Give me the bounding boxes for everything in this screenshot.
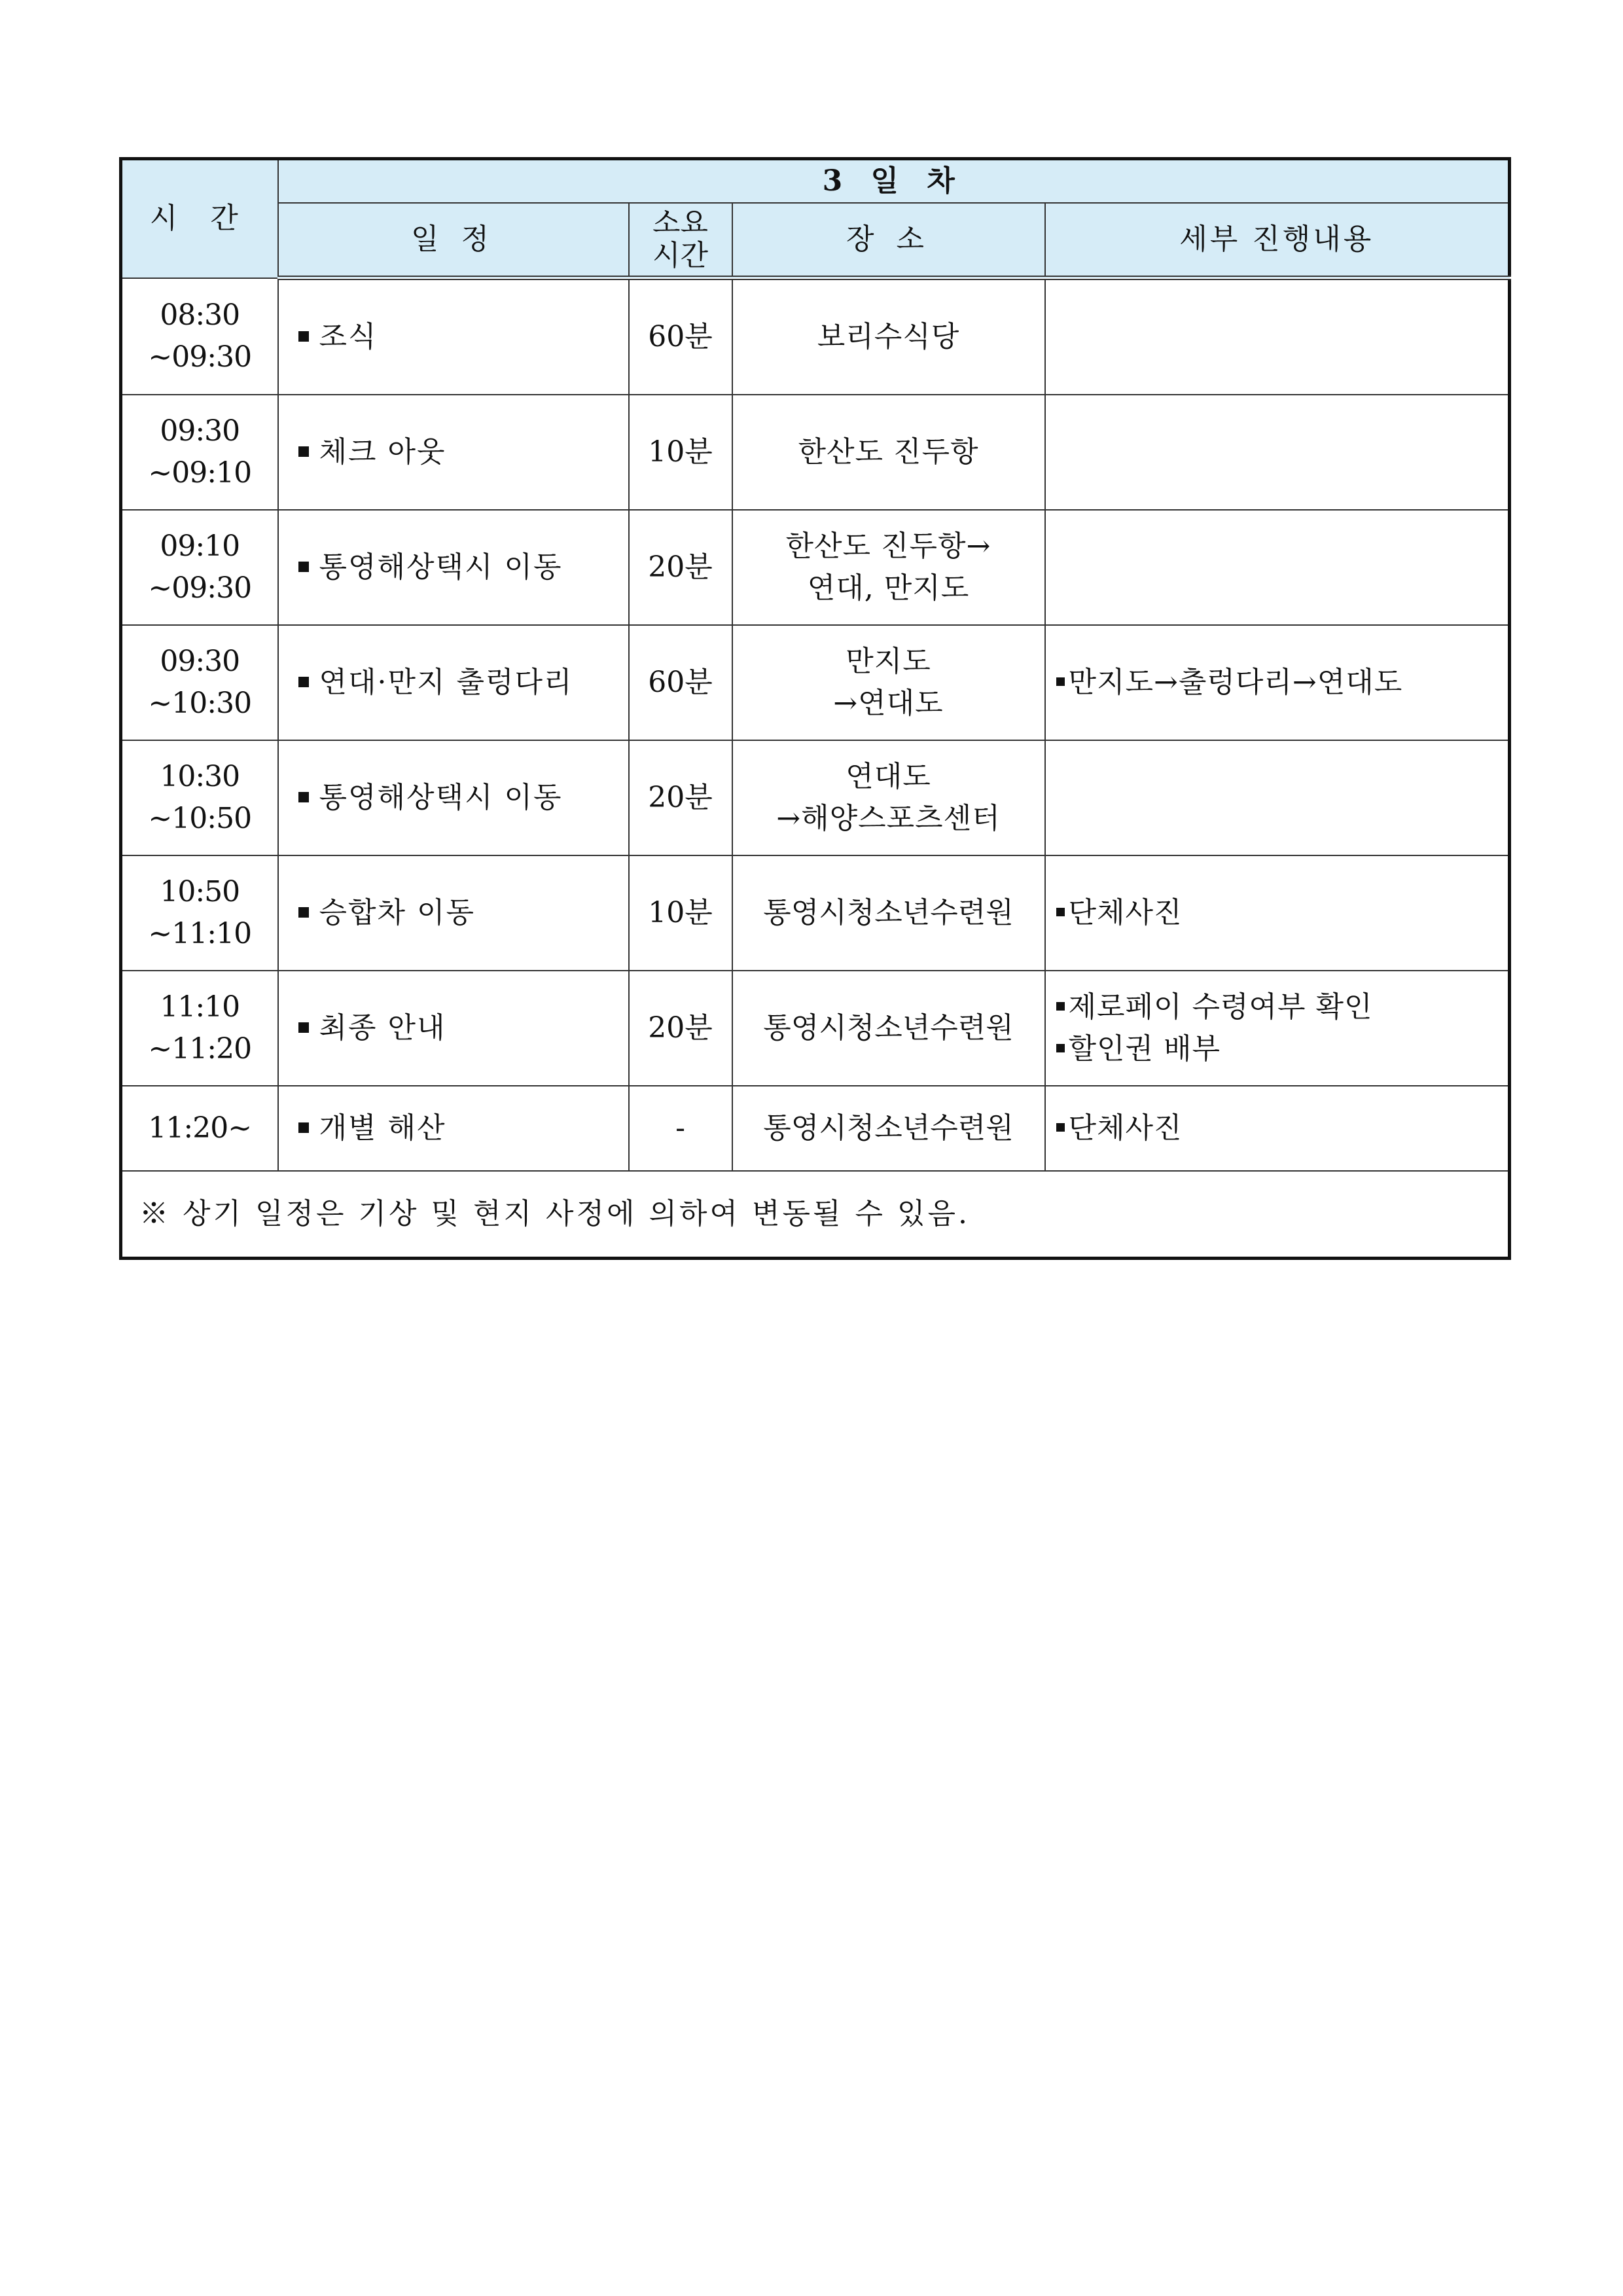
place-cell (732, 510, 1045, 625)
place-cell (732, 625, 1045, 740)
place-text: 만지도 (846, 645, 931, 678)
time-start: 09:30 (160, 645, 240, 678)
schedule-text: 연대·만지 출렁다리 (319, 666, 573, 699)
schedule-column-header: 일 정 (278, 203, 629, 278)
detail-cell (1045, 278, 1510, 395)
schedule-cell (278, 510, 629, 625)
duration-cell: 60분 (629, 625, 732, 740)
place-text: 통영시청소년수련원 (763, 1111, 1014, 1145)
detail-cell (1045, 625, 1510, 740)
detail-line (1056, 986, 1508, 1028)
schedule-text: 승합차 이동 (319, 896, 476, 929)
schedule-cell (278, 395, 629, 510)
time-cell (121, 625, 278, 740)
square-bullet-icon (1056, 677, 1065, 686)
time-end: ~11:20 (148, 1032, 252, 1066)
time-end: ~09:30 (148, 340, 252, 374)
place-text: 한산도 진두항→ (785, 529, 991, 563)
table-row (121, 395, 1510, 510)
square-bullet-icon (298, 792, 309, 802)
table-row (121, 278, 1510, 395)
schedule-table (119, 157, 1511, 1260)
square-bullet-icon (1056, 908, 1065, 916)
place-text: 통영시청소년수련원 (763, 896, 1014, 929)
schedule-note: ※ 상기 일정은 기상 및 현지 사정에 의하여 변동될 수 있음. (121, 1171, 1510, 1259)
schedule-text: 통영해상택시 이동 (319, 781, 563, 814)
schedule-text: 조식 (319, 320, 378, 353)
time-cell (121, 1086, 278, 1171)
schedule-text: 최종 안내 (319, 1011, 446, 1045)
square-bullet-icon (1056, 1002, 1065, 1011)
square-bullet-icon (298, 907, 309, 918)
schedule-text: 체크 아웃 (319, 435, 446, 469)
time-start: 09:30 (160, 414, 240, 448)
time-start: 11:10 (160, 990, 240, 1024)
schedule-text: 통영해상택시 이동 (319, 550, 563, 584)
detail-cell (1045, 510, 1510, 625)
table-row (121, 1086, 1510, 1171)
duration-header-line1: 소요 (652, 206, 708, 240)
place-text: 한산도 진두항 (798, 435, 979, 469)
place-text-line2: 연대, 만지도 (807, 571, 970, 605)
detail-cell (1045, 740, 1510, 855)
time-column-header: 시 간 (121, 159, 278, 278)
schedule-cell (278, 278, 629, 395)
duration-cell: 10분 (629, 855, 732, 971)
detail-line (1056, 1107, 1508, 1149)
time-end: ~09:30 (148, 571, 252, 605)
table-row (121, 740, 1510, 855)
duration-header-line2: 시간 (652, 239, 708, 272)
detail-line (1056, 662, 1508, 704)
schedule-cell (278, 855, 629, 971)
detail-text: 만지도→출렁다리→연대도 (1068, 666, 1403, 699)
day-title: 3 일 차 (278, 159, 1510, 204)
time-start: 10:30 (160, 760, 240, 793)
detail-cell (1045, 395, 1510, 510)
table-row (121, 971, 1510, 1086)
duration-cell: 20분 (629, 971, 732, 1086)
time-start: 09:10 (160, 529, 240, 563)
square-bullet-icon (298, 446, 309, 457)
place-text: 보리수식당 (817, 320, 960, 353)
duration-cell: 20분 (629, 740, 732, 855)
time-cell (121, 510, 278, 625)
details-column-header: 세부 진행내용 (1045, 203, 1510, 278)
detail-text: 단체사진 (1068, 1111, 1183, 1145)
place-text-line2: →연대도 (833, 687, 944, 720)
time-end: ~10:50 (148, 802, 252, 835)
duration-cell: - (629, 1086, 732, 1171)
place-text: 연대도 (846, 760, 931, 793)
place-cell (732, 740, 1045, 855)
time-start: 10:50 (160, 875, 240, 908)
time-start: 08:30 (160, 298, 240, 332)
time-end: ~09:10 (148, 456, 252, 490)
detail-text: 단체사진 (1068, 896, 1183, 929)
square-bullet-icon (298, 1122, 309, 1133)
detail-cell (1045, 971, 1510, 1086)
detail-line (1056, 1028, 1508, 1070)
schedule-cell (278, 625, 629, 740)
schedule-cell (278, 1086, 629, 1171)
table-row (121, 625, 1510, 740)
schedule-cell (278, 740, 629, 855)
time-start: 11:20~ (148, 1111, 252, 1145)
place-cell (732, 855, 1045, 971)
square-bullet-icon (1056, 1123, 1065, 1132)
duration-cell: 20분 (629, 510, 732, 625)
square-bullet-icon (298, 331, 309, 342)
place-column-header: 장 소 (732, 203, 1045, 278)
time-cell (121, 278, 278, 395)
detail-cell (1045, 855, 1510, 971)
place-cell (732, 971, 1045, 1086)
time-end: ~10:30 (148, 687, 252, 720)
duration-column-header (629, 203, 732, 278)
time-cell (121, 971, 278, 1086)
place-cell (732, 395, 1045, 510)
schedule-table-container (119, 157, 1508, 1260)
detail-line (1056, 892, 1508, 934)
time-cell (121, 740, 278, 855)
detail-text: 제로페이 수령여부 확인 (1068, 990, 1373, 1024)
place-text: 통영시청소년수련원 (763, 1011, 1014, 1045)
schedule-text: 개별 해산 (319, 1111, 446, 1145)
square-bullet-icon (298, 677, 309, 687)
detail-cell (1045, 1086, 1510, 1171)
table-row (121, 510, 1510, 625)
place-cell (732, 1086, 1045, 1171)
schedule-cell (278, 971, 629, 1086)
time-cell (121, 855, 278, 971)
time-cell (121, 395, 278, 510)
place-text-line2: →해양스포츠센터 (776, 802, 1001, 835)
duration-cell: 60분 (629, 278, 732, 395)
table-row (121, 855, 1510, 971)
square-bullet-icon (298, 1022, 309, 1033)
duration-cell: 10분 (629, 395, 732, 510)
square-bullet-icon (298, 562, 309, 572)
place-cell (732, 278, 1045, 395)
time-end: ~11:10 (148, 917, 252, 950)
note-row (121, 1171, 1510, 1259)
detail-text: 할인권 배부 (1068, 1032, 1221, 1066)
square-bullet-icon (1056, 1044, 1065, 1052)
